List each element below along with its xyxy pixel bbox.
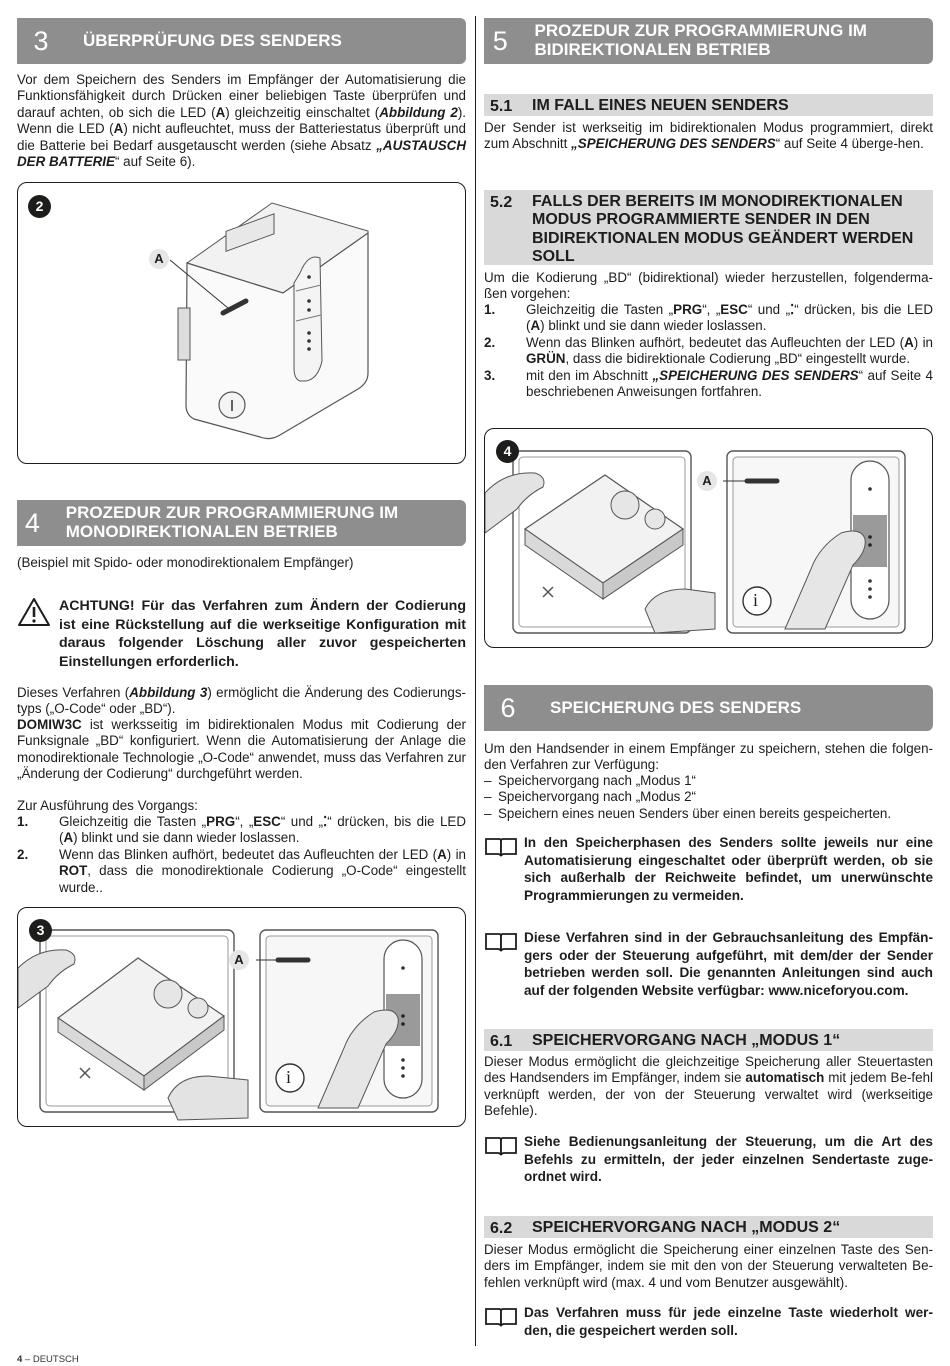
section-4-paragraph-3: Zur Ausführung des Vorgangs: <box>17 798 198 813</box>
callout-led-a: A <box>697 471 717 491</box>
subsection-6-1-header: 6.1 SPEICHERVORGANG NACH „MODUS 1“ <box>484 1029 933 1051</box>
coding-restore-illustration <box>485 429 933 648</box>
book-icon <box>484 1304 524 1332</box>
page-footer <box>17 1354 79 1365</box>
list-item <box>484 789 933 805</box>
step-item: 2. Wenn das Blinken aufhört, bedeutet das Aufleuchten der LED (A) in GRÜN, dass die bidirektionale Codierung „BD“ eingestellt wurde. <box>484 334 934 367</box>
subsection-5-2-intro: Um die Kodierung „BD“ (bidirektional) wieder herzustellen, folgenderma-ßen vorgehen: <box>484 270 933 302</box>
column-divider <box>475 16 476 1346</box>
bullet-mark: – <box>484 789 492 805</box>
note-text: In den Speicherphasen des Senders sollte jeweils nur eine Automatisierung eingeschaltet oder überprüft werden, ob sie sich außerhalb der Reichweite befindet, um unerwünschte Programmierungen zu vermeiden. <box>524 835 933 903</box>
subsection-6-1-text: Dieser Modus ermöglicht die gleichzeitige Speicherung aller Steuertasten des Handsenders im Empfänger, indem sie automatisch mit jedem Be-fehl verknüpft werden, der von der Steuerung verwaltet wird (werkseitige Befehle). <box>484 1054 933 1119</box>
bullet-mark: – <box>484 805 492 821</box>
note-block <box>484 1304 933 1339</box>
section-number: 6 <box>500 692 516 723</box>
section-6-bullets <box>484 773 933 822</box>
warning-text: ACHTUNG! Für das Verfahren zum Ändern der Codierung ist eine Rückstellung auf die werkseitige Konfiguration mit daraus folgender Löschung aller zuvor gespeicherten Einstellungen erforderlich. <box>59 598 466 670</box>
section-title: PROZEDUR ZUR PROGRAMMIERUNG IM BIDIREKTIONALEN BETRIEB <box>534 21 867 59</box>
subsection-6-2-text: Dieser Modus ermöglicht die Speicherung einer einzelnen Taste des Sen-ders im Empfänger, indem sie mit den von der Steuerung verwalteten Be-fehlen verknüpft wird (max. 4 und vom Benutzer ausgewählt). <box>484 1242 933 1290</box>
step-item: 2. Wenn das Blinken aufhört, bedeutet das Aufleuchten der LED (A) in ROT, dass die monodirektionale Codierung „O-Code“ eingestellt wurde.. <box>17 846 467 895</box>
transmitter-illustration <box>18 183 466 464</box>
section-title: SPEICHERUNG DES SENDERS <box>550 697 802 717</box>
note-block <box>484 1133 933 1186</box>
callout-led-a: A <box>229 950 249 970</box>
page-number: 4 <box>17 1354 23 1365</box>
section-title: PROZEDUR ZUR PROGRAMMIERUNG IM MONODIREKTIONALEN BETRIEB <box>65 503 399 541</box>
subsection-5-1-text: Der Sender ist werkseitig im bidirektionalen Modus programmiert, direkt zum Abschnitt „SPEICHERUNG DES SENDERS“ auf Seite 4 überge-hen. <box>484 120 933 152</box>
step-item: 1. Gleichzeitig die Tasten „PRG“, „ESC“ und „⁚“ drücken, bis die LED (A) blinkt und sie dann wieder loslassen. <box>17 814 467 846</box>
step-item: 1. Gleichzeitig die Tasten „PRG“, „ESC“ und „⁚“ drücken, bis die LED (A) blinkt und sie dann wieder loslassen. <box>484 302 934 334</box>
list-item <box>484 806 933 822</box>
list-item-text: Speichervorgang nach „Modus 1“ <box>498 773 696 788</box>
book-icon <box>484 929 524 957</box>
list-item-text: Speichervorgang nach „Modus 2“ <box>498 789 696 805</box>
note-block <box>484 929 933 999</box>
subsection-5-2-header: 5.2 FALLS DER BEREITS IM MONODIREKTIONALEN MODUS PROGRAMMIERTE SENDER IN DEN BIDIREKTIONALEN MODUS GEÄNDERT WERDEN SOLL <box>484 190 933 265</box>
section-number: 5 <box>492 25 508 56</box>
section-4-header <box>17 500 466 546</box>
section-6-intro: Um den Handsender in einem Empfänger zu speichern, stehen die folgen-den Verfahren zur Verfügung: <box>484 741 933 773</box>
figure-2 <box>17 182 466 464</box>
section-4-paragraph-2: DOMIW3C ist werksseitig im bidirektionalen Modus mit Codierung der Funksignale „BD“ konfiguriert. Wenn die Automatisierung der Anlage die monodirektionale Technologie „O-Code“ anwendet, muss das Verfahren zur „Änderung der Codierung“ durchgeführt werden. <box>17 717 466 782</box>
bullet-mark: – <box>484 773 492 788</box>
section-5-header <box>484 18 933 64</box>
section-6-header <box>484 685 933 731</box>
callout-led-a: A <box>149 249 169 269</box>
warning-block <box>17 597 466 671</box>
section-number: 4 <box>24 507 40 538</box>
figure-4 <box>484 428 933 648</box>
figure-number-badge: 3 <box>29 919 52 942</box>
section-5-steps <box>484 302 933 400</box>
section-4-steps <box>17 814 466 896</box>
note-text: Siehe Bedienungsanleitung der Steuerung, um die Art des Befehls zu ermitteln, der jeder einzelnen Sendertaste zuge-ordnet wird. <box>524 1134 933 1185</box>
warning-triangle-icon <box>17 597 59 631</box>
section-number: 3 <box>33 25 49 56</box>
figure-number-badge: 2 <box>28 195 51 218</box>
info-icon: i <box>286 1067 292 1087</box>
note-text: Das Verfahren muss für jede einzelne Taste wiederholt wer-den, die gespeichert werden soll. <box>524 1305 933 1338</box>
section-4-subtitle: (Beispiel mit Spido- oder monodirektionalem Empfänger) <box>17 555 354 570</box>
footer-language: DEUTSCH <box>32 1354 79 1365</box>
list-item <box>484 773 933 789</box>
section-title: ÜBERPRÜFUNG DES SENDERS <box>83 30 342 50</box>
subsection-5-1-header: 5.1 IM FALL EINES NEUEN SENDERS <box>484 94 933 116</box>
section-3-text: Vor dem Speichern des Senders im Empfänger der Automatisierung die Funktionsfähigkeit durch Drücken einer beliebigen Taste überprüfen und darauf achten, ob sich die LED (A) gleichzeitig einschaltet (Abbildung 2). Wenn die LED (A) nicht aufleuchtet, muss der Batteriestatus überprüft und die Batterie bei Bedarf ausgetauscht werden (siehe Absatz „AUSTAUSCH DER BATTERIE“ auf Seite 6). <box>17 72 466 170</box>
section-4-paragraph-1: Dieses Verfahren (Abbildung 3) ermöglicht die Änderung des Codierungs-typs („O-Code“ oder „BD“). <box>17 685 467 717</box>
subsection-6-2-header: 6.2 SPEICHERVORGANG NACH „MODUS 2“ <box>484 1216 933 1238</box>
note-block <box>484 834 933 904</box>
book-icon <box>484 1133 524 1161</box>
book-icon <box>484 834 524 862</box>
coding-change-illustration <box>18 908 466 1127</box>
step-item: 3. mit den im Abschnitt „SPEICHERUNG DES SENDERS“ auf Seite 4 beschriebenen Anweisungen fortfahren. <box>484 367 933 400</box>
footer-separator: – <box>22 1354 33 1365</box>
list-item-text: Speichern eines neuen Senders über einen bereits gespeicherten. <box>498 805 892 821</box>
section-3-header <box>17 18 466 64</box>
note-text: Diese Verfahren sind in der Gebrauchsanleitung des Empfän-gers oder der Steuerung aufgeführt, mit dem/der der Sender betrieben werden soll. Die genannten Anleitungen sind auch auf der folgenden Website verfügbar: www.niceforyou.com. <box>524 930 933 998</box>
info-icon: i <box>753 590 759 610</box>
figure-3 <box>17 907 466 1127</box>
figure-number-badge: 4 <box>496 440 519 463</box>
